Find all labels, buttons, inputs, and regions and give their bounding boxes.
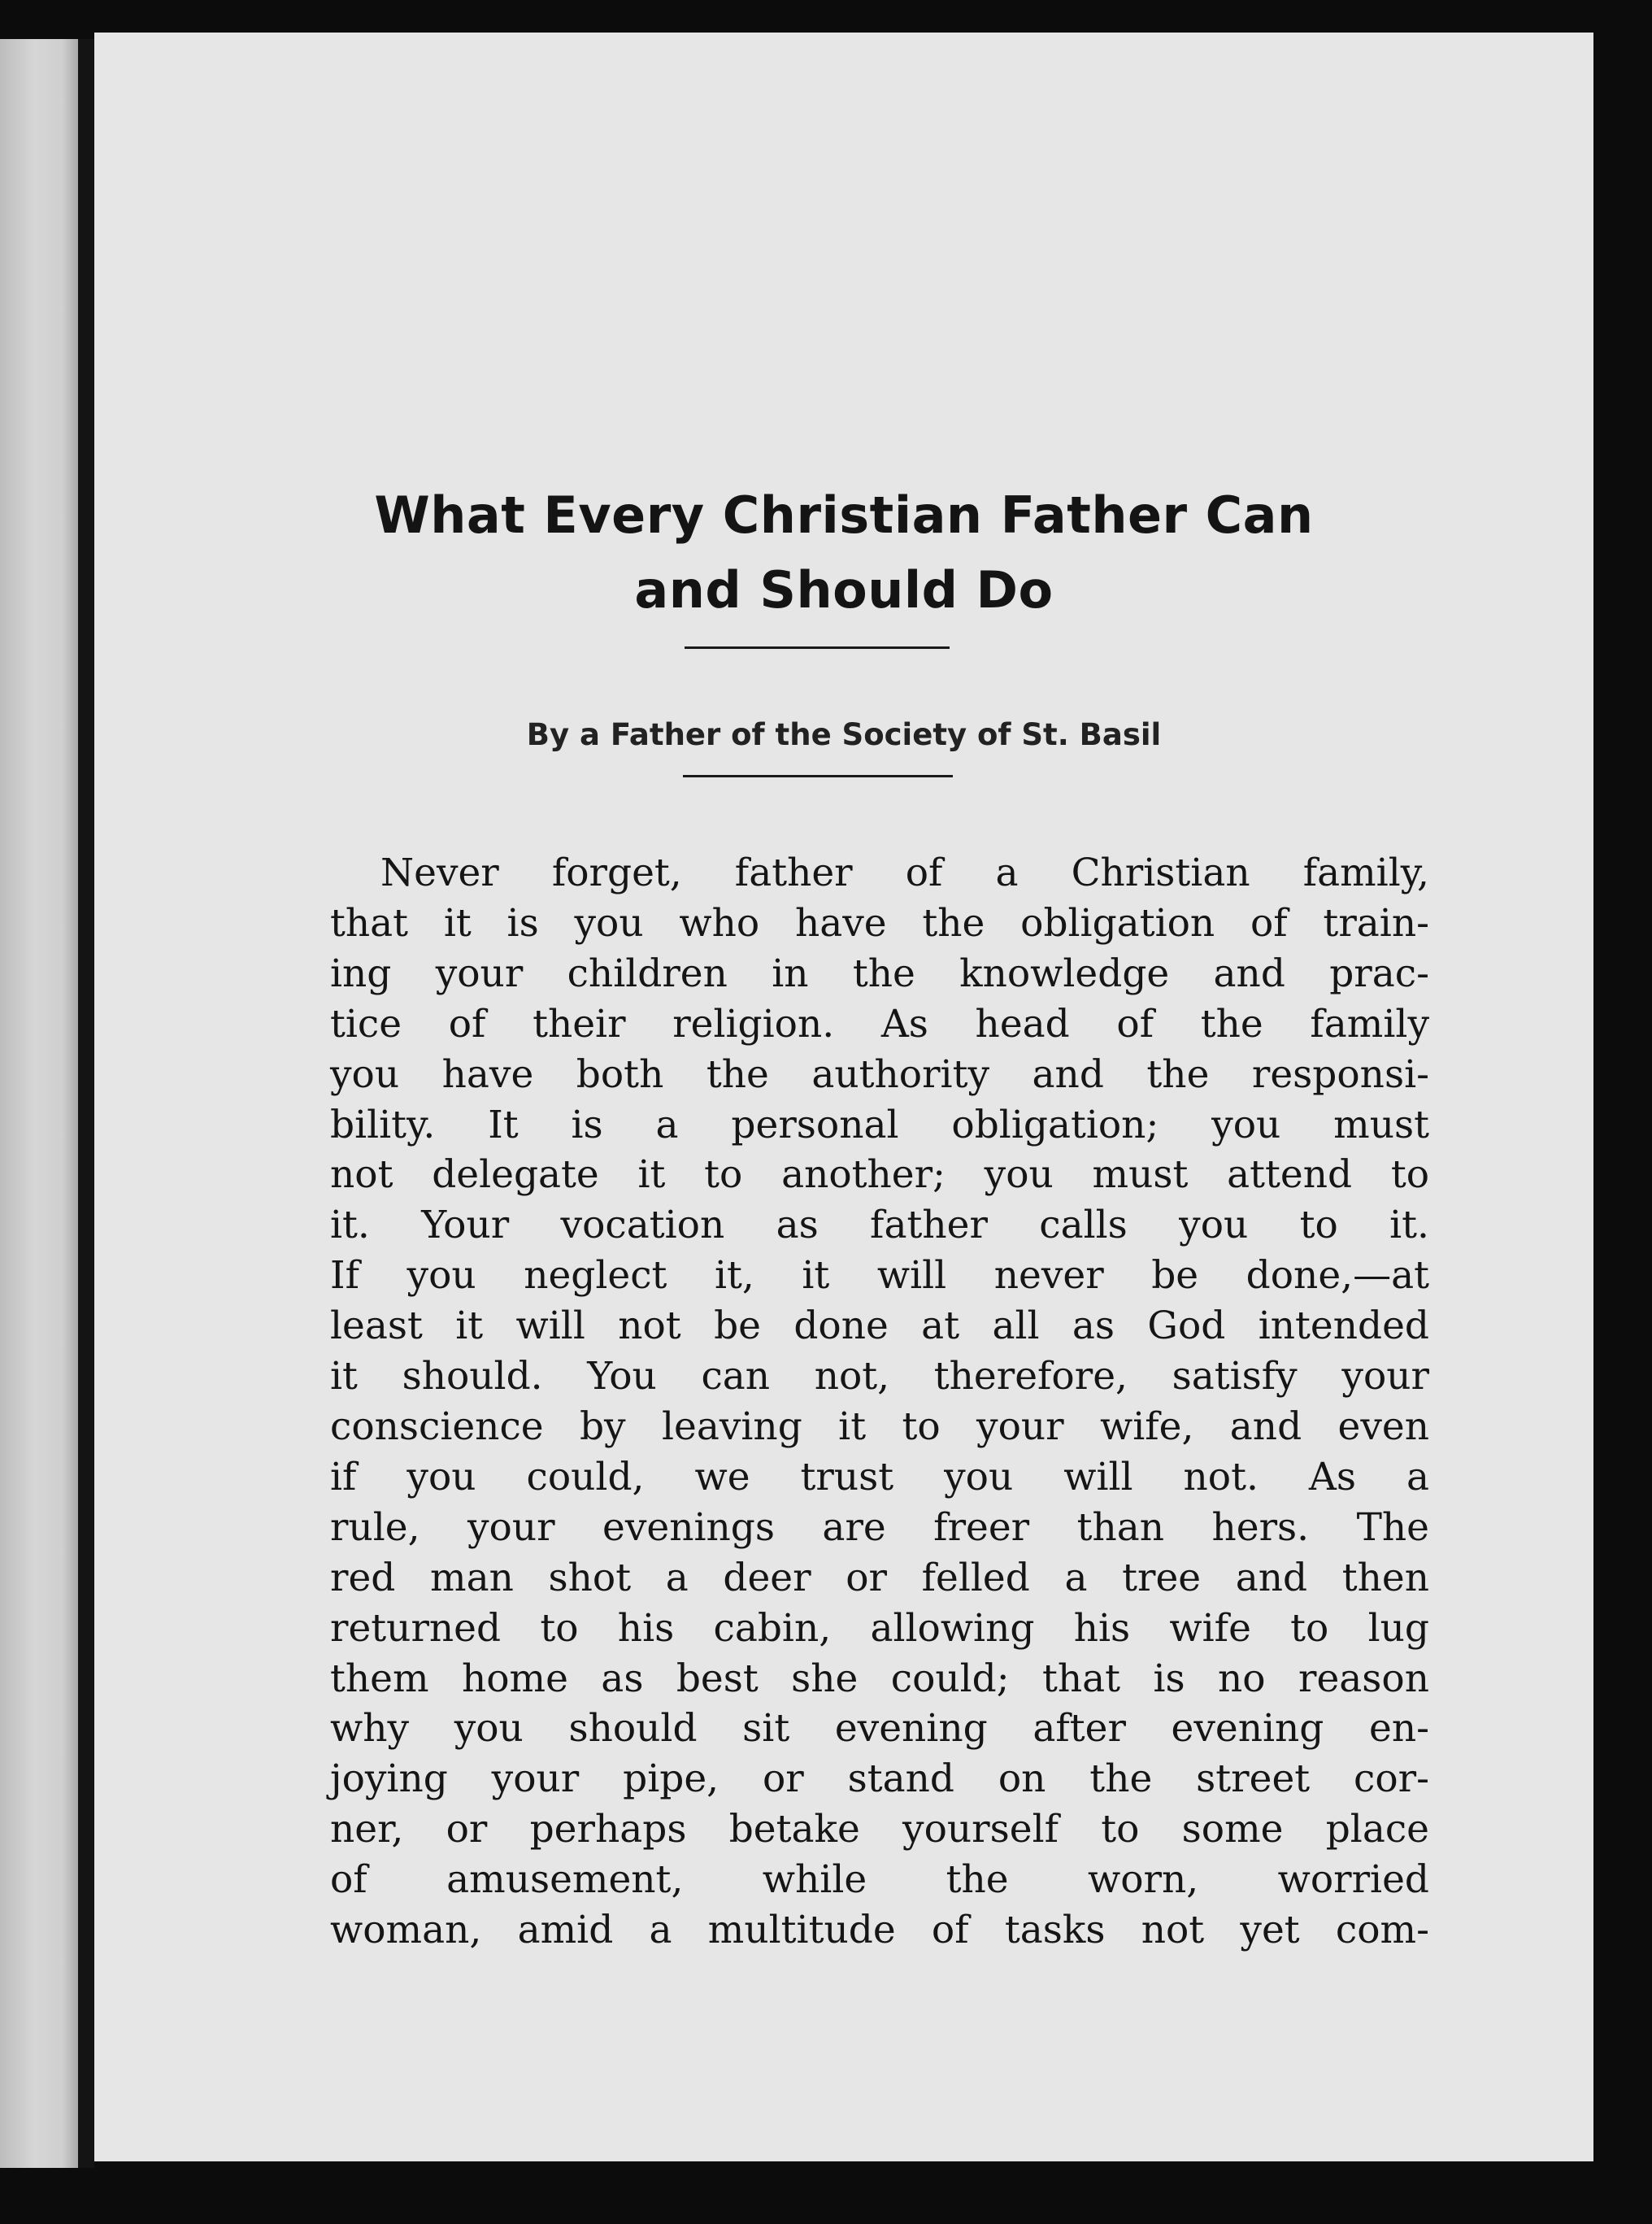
title-rule: [685, 646, 950, 649]
body-line: If you neglect it, it will never be done,—at: [330, 1253, 1429, 1299]
body-line: tice of their religion. As head of the family: [330, 1001, 1429, 1047]
byline-rule: [683, 775, 953, 777]
title-line-1: What Every Christian Father Can: [374, 485, 1314, 545]
body-line: if you could, we trust you will not. As a: [330, 1454, 1429, 1499]
body-line: red man shot a deer or felled a tree and then: [330, 1555, 1429, 1600]
byline: By a Father of the Society of St. Basil: [526, 717, 1162, 752]
page-title: [94, 478, 1593, 628]
body-line: it should. You can not, therefore, satisfy your: [330, 1354, 1429, 1399]
body-line: Never forget, father of a Christian family,: [380, 851, 1429, 895]
book-spine: [78, 39, 94, 2168]
body-line: that it is you who have the obligation of train-: [330, 900, 1429, 946]
document-page: [94, 33, 1593, 2161]
body-line: not delegate it to another; you must attend to: [330, 1152, 1429, 1198]
title-line-2: and Should Do: [634, 560, 1054, 620]
body-line: them home as best she could; that is no reason: [330, 1656, 1429, 1701]
body-line: conscience by leaving it to your wife, and even: [330, 1404, 1429, 1449]
body-line: ner, or perhaps betake yourself to some place: [330, 1807, 1429, 1852]
body-line: ing your children in the knowledge and prac-: [330, 951, 1429, 996]
body-line: woman, amid a multitude of tasks not yet com-: [330, 1908, 1429, 1953]
body-line: joying your pipe, or stand on the street cor-: [330, 1756, 1429, 1802]
body-line: why you should sit evening after evening en-: [330, 1706, 1429, 1752]
body-line: you have both the authority and the responsi-: [330, 1051, 1429, 1097]
body-paragraph: [330, 848, 1429, 1956]
body-line: returned to his cabin, allowing his wife to lug: [330, 1605, 1429, 1651]
body-line: of amusement, while the worn, worried: [330, 1857, 1429, 1903]
body-line: rule, your evenings are freer than hers. The: [330, 1504, 1429, 1550]
body-line: bility. It is a personal obligation; you must: [330, 1102, 1429, 1147]
adjacent-page-edge: [0, 39, 78, 2168]
body-line: least it will not be done at all as God intended: [330, 1303, 1429, 1349]
body-line: it. Your vocation as father calls you to it.: [330, 1203, 1429, 1248]
